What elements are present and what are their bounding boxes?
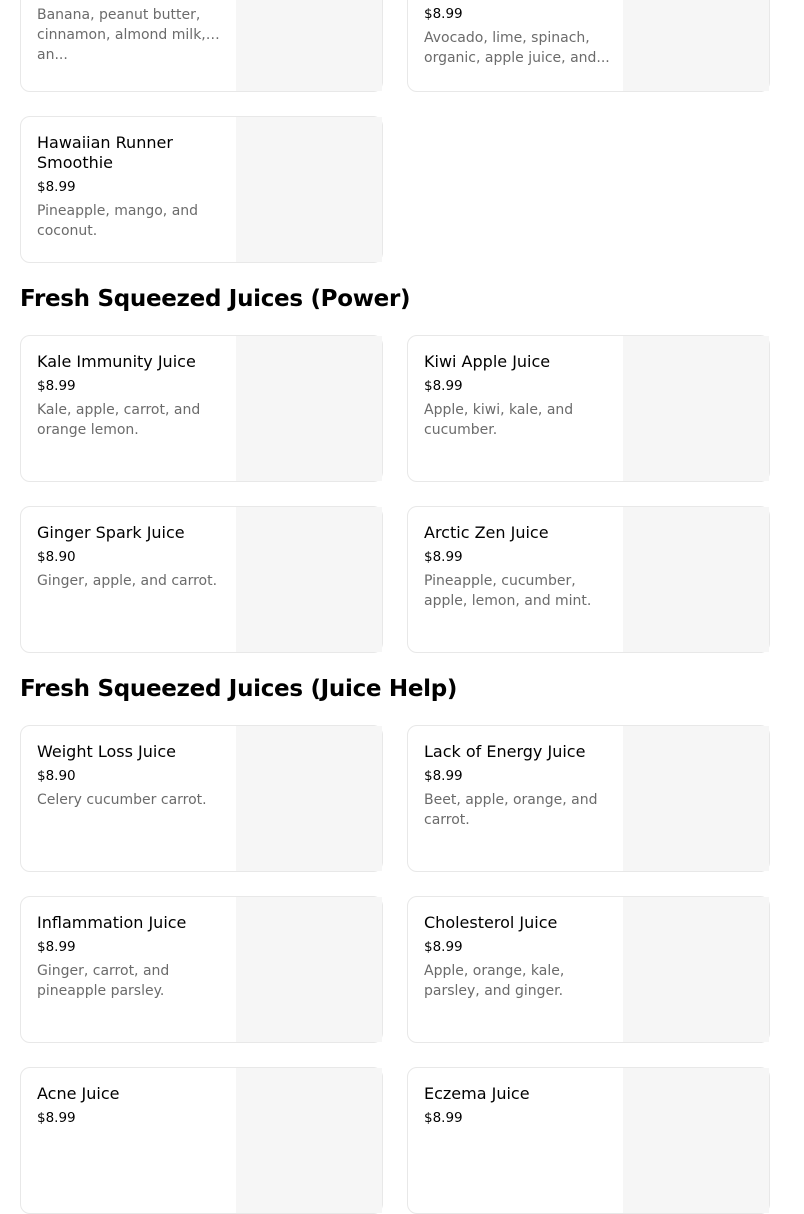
menu-item-card[interactable]	[407, 335, 770, 482]
item-name: Hawaiian Runner Smoothie	[37, 133, 173, 172]
menu-item-card[interactable]	[20, 725, 383, 872]
menu-item-card[interactable]	[20, 0, 383, 92]
menu-item-card[interactable]	[20, 1067, 383, 1214]
item-description: Avocado, lime, spinach, organic, apple juice, and...	[424, 30, 610, 66]
item-description: Pineapple, cucumber, apple, lemon, and mint.	[424, 573, 592, 609]
item-image-placeholder	[236, 117, 382, 262]
item-image-placeholder	[623, 0, 769, 91]
item-price: $8.99	[37, 378, 76, 394]
item-image-placeholder	[623, 897, 769, 1042]
menu-item-card[interactable]	[407, 896, 770, 1043]
item-description: Pineapple, mango, and coconut.	[37, 203, 199, 239]
item-description: Kale, apple, carrot, and orange lemon.	[37, 402, 201, 438]
item-description: Banana, peanut butter, cinnamon, almond milk, an...	[37, 7, 206, 63]
item-image-placeholder	[236, 1068, 382, 1213]
item-description: Apple, kiwi, kale, and cucumber.	[424, 402, 574, 438]
item-name: Inflammation Juice	[37, 913, 187, 932]
item-image-placeholder	[236, 336, 382, 481]
item-description: Beet, apple, orange, and carrot.	[424, 792, 598, 828]
item-price: $8.99	[424, 768, 463, 784]
item-image-placeholder	[623, 726, 769, 871]
item-description: Ginger, apple, and carrot.	[37, 573, 218, 589]
menu-item-card[interactable]	[407, 0, 770, 92]
item-name: Weight Loss Juice	[37, 742, 176, 761]
item-image-placeholder	[623, 336, 769, 481]
item-name: Kiwi Apple Juice	[424, 352, 551, 371]
item-name: Lack of Energy Juice	[424, 742, 586, 761]
item-image-placeholder	[623, 507, 769, 652]
item-image-placeholder	[236, 897, 382, 1042]
item-price: $8.99	[37, 1110, 76, 1126]
item-price: $8.99	[424, 939, 463, 955]
section-title: Fresh Squeezed Juices (Juice Help)	[20, 676, 458, 702]
item-image-placeholder	[236, 507, 382, 652]
item-name: Arctic Zen Juice	[424, 523, 549, 542]
item-price: $8.99	[424, 549, 463, 565]
item-price: $8.99	[37, 939, 76, 955]
item-price: $8.99	[424, 1110, 463, 1126]
item-description: Celery cucumber carrot.	[37, 792, 207, 808]
menu-item-card[interactable]	[20, 116, 383, 263]
menu-item-card[interactable]	[20, 506, 383, 653]
item-name: Acne Juice	[37, 1084, 120, 1103]
item-price: $8.99	[424, 6, 463, 22]
item-description: Ginger, carrot, and pineapple parsley.	[37, 963, 170, 999]
item-image-placeholder	[623, 1068, 769, 1213]
item-description: Apple, orange, kale, parsley, and ginger.	[424, 963, 565, 999]
menu-item-card[interactable]	[20, 896, 383, 1043]
item-name: Eczema Juice	[424, 1084, 530, 1103]
item-name: Cholesterol Juice	[424, 913, 558, 932]
menu-item-card[interactable]	[407, 506, 770, 653]
menu-item-card[interactable]	[407, 1067, 770, 1214]
item-name: Ginger Spark Juice	[37, 523, 185, 542]
item-image-placeholder	[236, 726, 382, 871]
section-title: Fresh Squeezed Juices (Power)	[20, 286, 411, 312]
item-image-placeholder	[236, 0, 382, 91]
item-price: $8.90	[37, 549, 76, 565]
menu-item-card[interactable]	[407, 725, 770, 872]
menu-item-card[interactable]	[20, 335, 383, 482]
item-price: $8.99	[424, 378, 463, 394]
item-price: $8.90	[37, 768, 76, 784]
item-name: Kale Immunity Juice	[37, 352, 196, 371]
item-price: $8.99	[37, 179, 76, 195]
